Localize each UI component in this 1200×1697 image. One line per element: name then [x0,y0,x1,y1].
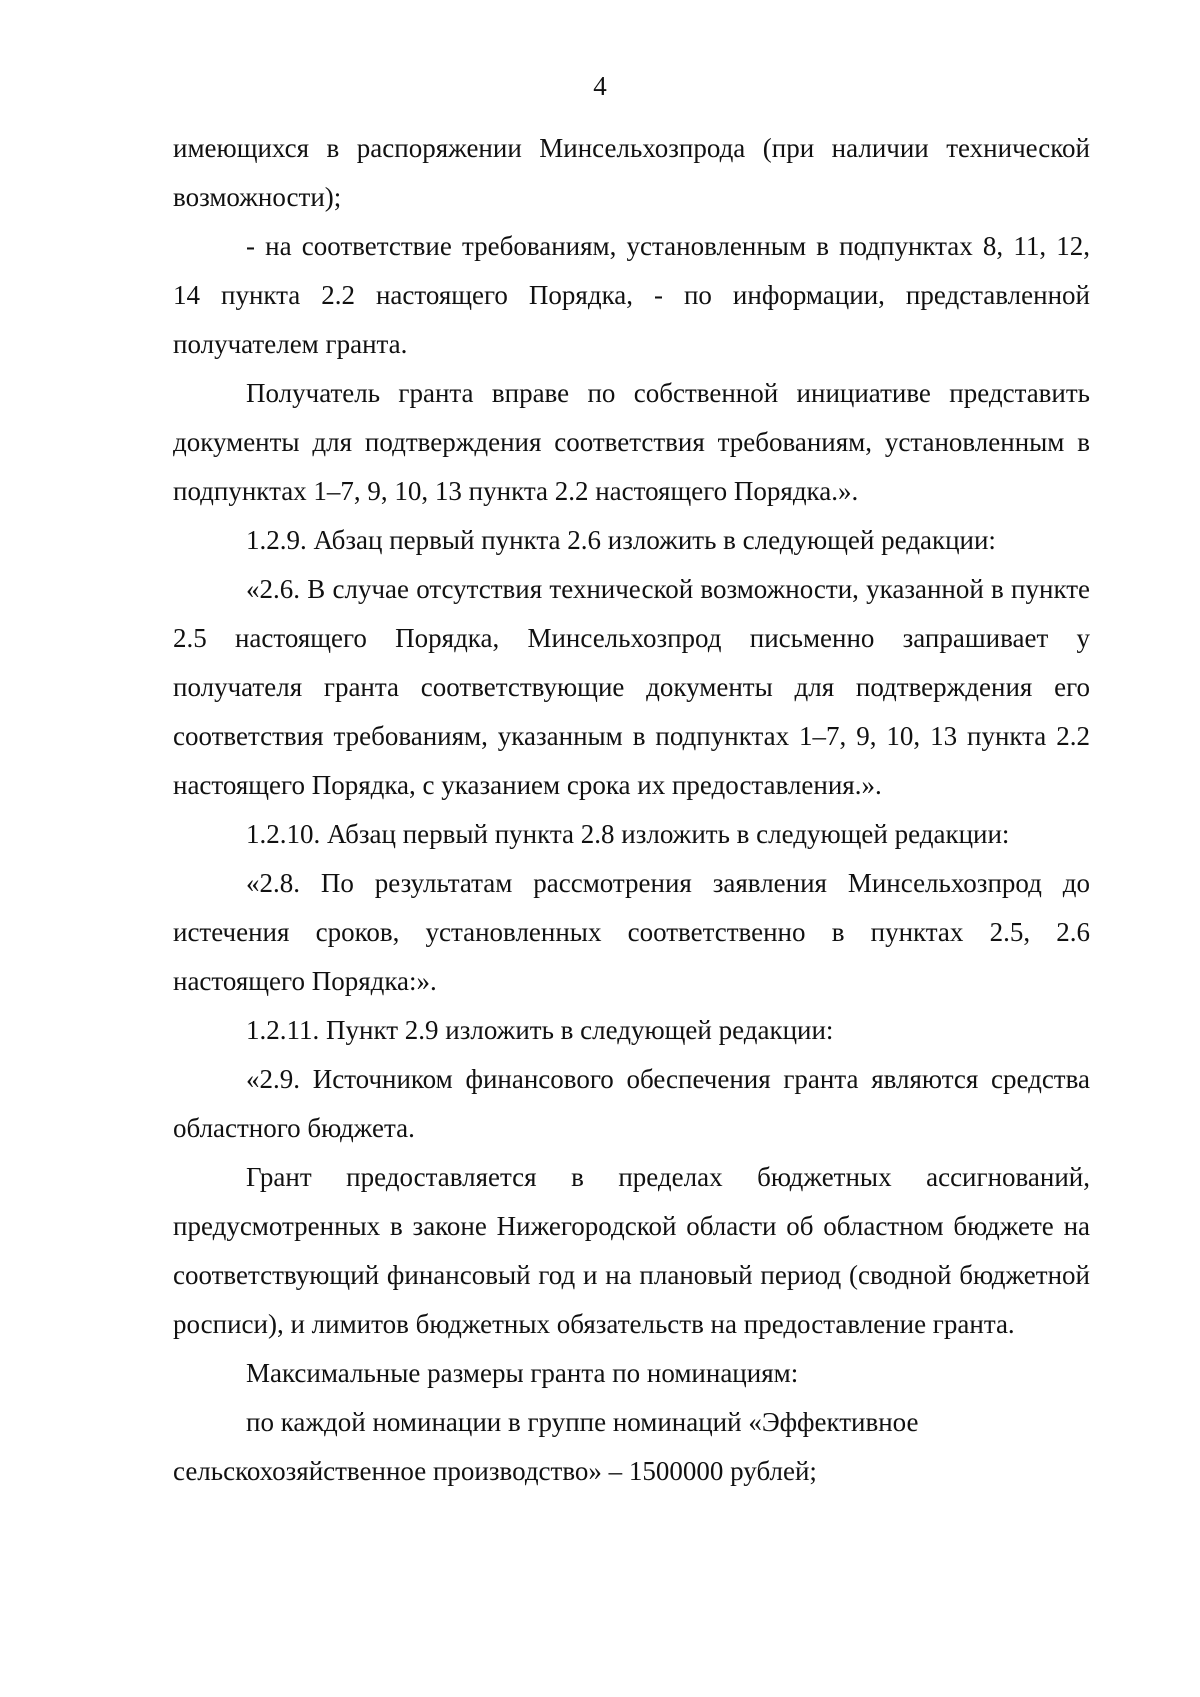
paragraph-max-grant-sizes: Максимальные размеры гранта по номинациям: [246,1358,799,1388]
paragraph-amendment-1-2-10: 1.2.10. Абзац первый пункта 2.8 изложить в следующей редакции: [246,819,1010,849]
paragraph-requirements-item: - на соответствие требованиям, установленным в подпунктах 8, 11, 12, 14 пункта 2.2 настоящего Порядка, - по информации, представленной получателем гранта. [173,231,1090,359]
page-number: 4 [593,71,607,101]
paragraph-grant-recipient-right: Получатель гранта вправе по собственной инициативе представить документы для подтверждения соответствия требованиям, установленным в подпунктах 1–7, 9, 10, 13 пункта 2.2 настоящего Порядка.». [173,378,1090,506]
paragraph-clause-2-9: «2.9. Источником финансового обеспечения гранта являются средства областного бюджета. [173,1064,1090,1143]
paragraph-nomination-amount: по каждой номинации в группе номинаций «Эффективное сельскохозяйственное производство» – 1500000 рублей; [173,1407,919,1486]
paragraph-budget-limits: Грант предоставляется в пределах бюджетных ассигнований, предусмотренных в законе Нижегородской области об областном бюджете на соответствующий финансовый год и на плановый период (сводной бюджетной росписи), и лимитов бюджетных обязательств на предоставление гранта. [173,1162,1090,1339]
document-body [173,124,1090,1496]
paragraph-amendment-1-2-11: 1.2.11. Пункт 2.9 изложить в следующей редакции: [246,1015,834,1045]
paragraph-clause-2-8: «2.8. По результатам рассмотрения заявления Минсельхозпрод до истечения сроков, установленных соответственно в пунктах 2.5, 2.6 настоящего Порядка:». [173,868,1090,996]
paragraph-continuation: имеющихся в распоряжении Минсельхозпрода (при наличии технической возможности); [173,133,1090,212]
paragraph-amendment-1-2-9: 1.2.9. Абзац первый пункта 2.6 изложить в следующей редакции: [246,525,996,555]
paragraph-clause-2-6: «2.6. В случае отсутствия технической возможности, указанной в пункте 2.5 настоящего Порядка, Минсельхозпрод письменно запрашивает у получателя гранта соответствующие документы для подтверждения его соответствия требованиям, указанным в подпунктах 1–7, 9, 10, 13 пункта 2.2 настоящего Порядка, с указанием срока их предоставления.». [173,574,1090,800]
